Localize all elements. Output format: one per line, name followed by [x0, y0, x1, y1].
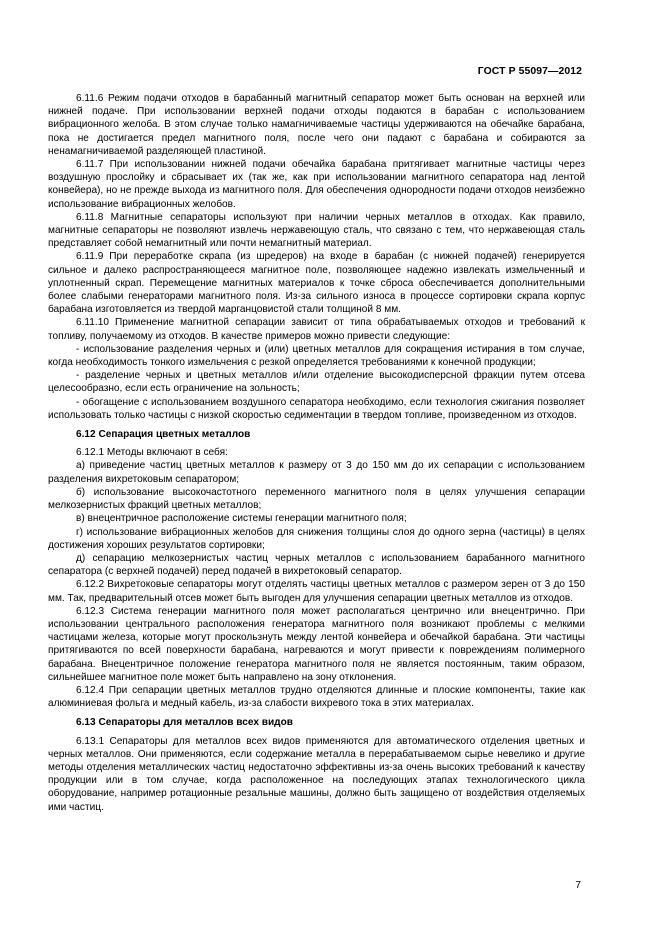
paragraph-6-12-1: 6.12.1 Методы включают в себя: [76, 447, 228, 459]
list-item-b: б) использование высокочастотного переменного магнитного поля в целях улучшения сепарации мелкозернистых фракций цветных металлов; [48, 486, 585, 512]
section-heading-6-12: 6.12 Сепарация цветных металлов [76, 429, 251, 441]
paragraph-6-13-1: 6.13.1 Сепараторы для металлов всех видов применяются для автоматического отделения цветных и черных металлов. Они применяются, если содержание металла в перерабатываемом сырье невелико и другие методы отделения металлических частиц недостаточно эффективны из-за очень высоких требований к качеству продукции или в том случае, когда расположенное на последующих этапах технологического цикла оборудование, например ротационные резальные машины, должно быть защищено от воздействия отделяемых ими частиц. [48, 735, 585, 813]
list-item-g: г) использование вибрационных желобов для снижения толщины слоя до одного зерна (частицы) в целях достижения хороших результатов сортировки; [48, 526, 585, 551]
page-number: 7 [575, 880, 581, 891]
paragraph-6-12-3: 6.12.3 Система генерации магнитного поля может располагаться центрично или внецентрично. При использовании центрального расположения генератора магнитного поля возникают проблемы с мелкими частицами железа, которые могут проскользнуть между лентой конвейера и обечайкой барабана. Эти частицы притягиваются по всей поверхности барабана, нагреваются и могут привести к повреждениям полимерного барабана. Внецентричное положение генератора магнитного поля не является постоянным, таким образом, сильнейшее магнитное поле может быть направлено на зону отклонения. [48, 605, 585, 683]
document-body [48, 92, 585, 814]
paragraph-6-11-9: 6.11.9 При переработке скрапа (из шредеров) на входе в барабан (с нижней подачей) генерируется сильное и далеко распространяющееся магнитное поле, позволяющее надежно извлекать измельченный и уплотненный скрап. Перемещение магнитных материалов к точке сброса обеспечивается дополнительными более слабыми генераторами магнитного поля. Из-за сильного износа в процессе сортировки скрапа корпус барабана изготовляется из твердой марганцовистой стали толщиной 8 мм. [48, 251, 585, 316]
list-item-dash: - использование разделения черных и (или) цветных металлов для сокращения истирания в том случае, когда необходимость тонкого измельчения с резкой определяется требованиями к конечной продукции; [48, 343, 585, 369]
paragraph-6-11-6: 6.11.6 Режим подачи отходов в барабанный магнитный сепаратор может быть основан на верхней или нижней подаче. При использовании верхней подачи отходы подаются в барабан с использованием вибрационного желоба. В этом случае только намагничиваемые частицы удерживаются на обечайке барабана, пока не достигается предел магнитного поля, после чего они падают с барабана и собираются за ненамагничиваемой разделяющей пластиной. [48, 93, 585, 157]
list-item-dash: - разделение черных и цветных металлов и/или отделение высокодисперсной фракции путем отсева целесообразно, если есть ограничение на зольность; [48, 370, 585, 395]
list-item-d: д) сепарацию мелкозернистых частиц черных металлов с использованием барабанного магнитного сепаратора (с верхней подачей) перед подачей в вихретоковый сепаратор. [48, 552, 585, 578]
paragraph-6-11-8: 6.11.8 Магнитные сепараторы используют при наличии черных металлов в отходах. Как правило, магнитные сепараторы не позволяют извлечь нержавеющую сталь, что связано с тем, что нержавеющая сталь представляет собой немагнитный или почти немагнитный материал. [48, 211, 585, 250]
paragraph-6-12-4: 6.12.4 При сепарации цветных металлов трудно отделяются длинные и плоские компоненты, такие как алюминиевая фольга и медный кабель, из-за слабости вихревого тока в этих материалах. [48, 684, 585, 710]
paragraph-6-11-10: 6.11.10 Применение магнитной сепарации зависит от типа обрабатываемых отходов и требований к топливу, получаемому из отходов. В качестве примеров можно привести следующие: [48, 317, 585, 342]
list-item-dash: - обогащение с использованием воздушного сепаратора необходимо, если технология сжигания позволяет использовать только частицы с низкой скоростью седиментации в твердом топливе, произведенном из отходов. [48, 396, 585, 421]
paragraph-6-12-2: 6.12.2 Вихретоковые сепараторы могут отделять частицы цветных металлов с размером зерен от 3 до 150 мм. Так, предварительный отсев может быть выгоден для улучшения сепарации цветных металлов из отходов. [48, 579, 585, 604]
list-item-a: а) приведение частиц цветных металлов к размеру от 3 до 150 мм до их сепарации с использованием разделения вихретоковым сепаратором; [48, 460, 585, 485]
list-item-v: в) внецентричное расположение системы генерации магнитного поля; [76, 513, 407, 525]
section-heading-6-13: 6.13 Сепараторы для металлов всех видов [76, 717, 293, 729]
paragraph-6-11-7: 6.11.7 При использовании нижней подачи обечайка барабана притягивает магнитные частицы через воздушную прослойку и сбрасывает их (так же, как при использовании магнитного сепаратора над лентой конвейера), но не прежде выхода из магнитного поля. Для обеспечения однородности подачи отходов неизбежно использование вибрационных желобов. [48, 159, 585, 210]
document-header: ГОСТ Р 55097—2012 [477, 66, 582, 77]
